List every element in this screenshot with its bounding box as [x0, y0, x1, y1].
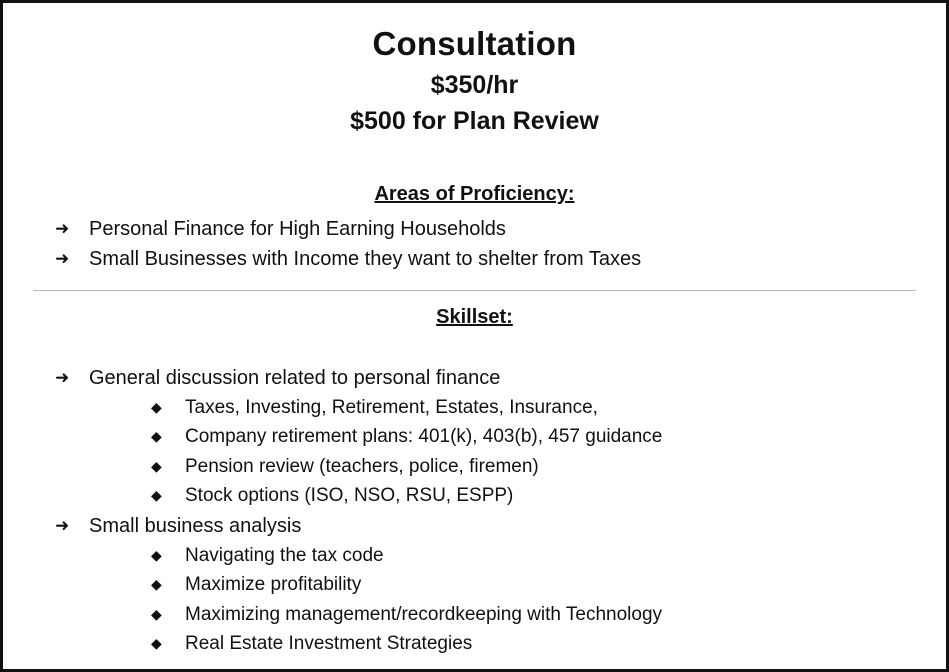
- diamond-icon: ◆: [151, 457, 162, 474]
- list-item: [27, 244, 922, 274]
- page-title: Consultation: [372, 25, 577, 62]
- list-item: [27, 541, 922, 570]
- list-item-label: Maximizing management/recordkeeping with Technology: [185, 603, 663, 625]
- list-item-label: Pension review (teachers, police, firemen): [185, 455, 539, 477]
- price-plan-review: $500 for Plan Review: [350, 106, 599, 135]
- arrow-icon: ➜: [55, 218, 70, 238]
- list-item: [27, 600, 922, 629]
- spacer-after-title: [27, 136, 922, 182]
- spacer-proficiency: [27, 206, 922, 214]
- list-item-label: Stock options (ISO, NSO, RSU, ESPP): [185, 485, 514, 507]
- diamond-icon: ◆: [151, 635, 162, 651]
- list-item: [27, 629, 922, 658]
- list-item-label: Real Estate Investment Strategies: [185, 633, 473, 654]
- list-item: [27, 511, 922, 541]
- list-item-label: Company retirement plans: 401(k), 403(b), 457 guidance: [185, 426, 663, 448]
- list-item-label: Maximize profitability: [185, 574, 362, 596]
- diamond-icon: ◆: [151, 428, 162, 445]
- list-item: [27, 422, 922, 451]
- proficiency-list: [27, 214, 922, 274]
- diamond-icon: ◆: [151, 576, 162, 593]
- skillset-list: [27, 363, 922, 659]
- list-item: [27, 214, 922, 244]
- arrow-icon: ➜: [55, 248, 70, 268]
- price-hourly: $350/hr: [430, 70, 519, 99]
- spacer-before-skillset: [27, 291, 922, 305]
- list-item: [27, 393, 922, 422]
- arrow-icon: ➜: [55, 367, 70, 387]
- list-item-label: Small Businesses with Income they want to shelter from Taxes: [89, 247, 642, 270]
- list-item: [27, 452, 922, 481]
- diamond-icon: ◆: [151, 487, 162, 504]
- section-areas-of-proficiency: [27, 182, 922, 274]
- spacer-after-skillset-heading: [27, 329, 922, 363]
- list-item-label: General discussion related to personal finance: [89, 366, 501, 389]
- diamond-icon: ◆: [151, 398, 162, 415]
- list-item-label: Small business analysis: [89, 514, 302, 537]
- list-item: [27, 570, 922, 599]
- list-item-label: Navigating the tax code: [185, 544, 384, 566]
- list-item: [27, 481, 922, 510]
- diamond-icon: ◆: [151, 546, 162, 563]
- section-heading-skillset: Skillset:: [436, 305, 513, 328]
- section-heading-proficiency: Areas of Proficiency:: [374, 182, 575, 205]
- list-item: [27, 363, 922, 393]
- list-item-label: Personal Finance for High Earning Households: [89, 217, 506, 240]
- list-item-label: Taxes, Investing, Retirement, Estates, Insurance,: [185, 396, 598, 418]
- section-skillset: [27, 291, 922, 659]
- diamond-icon: ◆: [151, 605, 162, 622]
- arrow-icon: ➜: [55, 515, 70, 535]
